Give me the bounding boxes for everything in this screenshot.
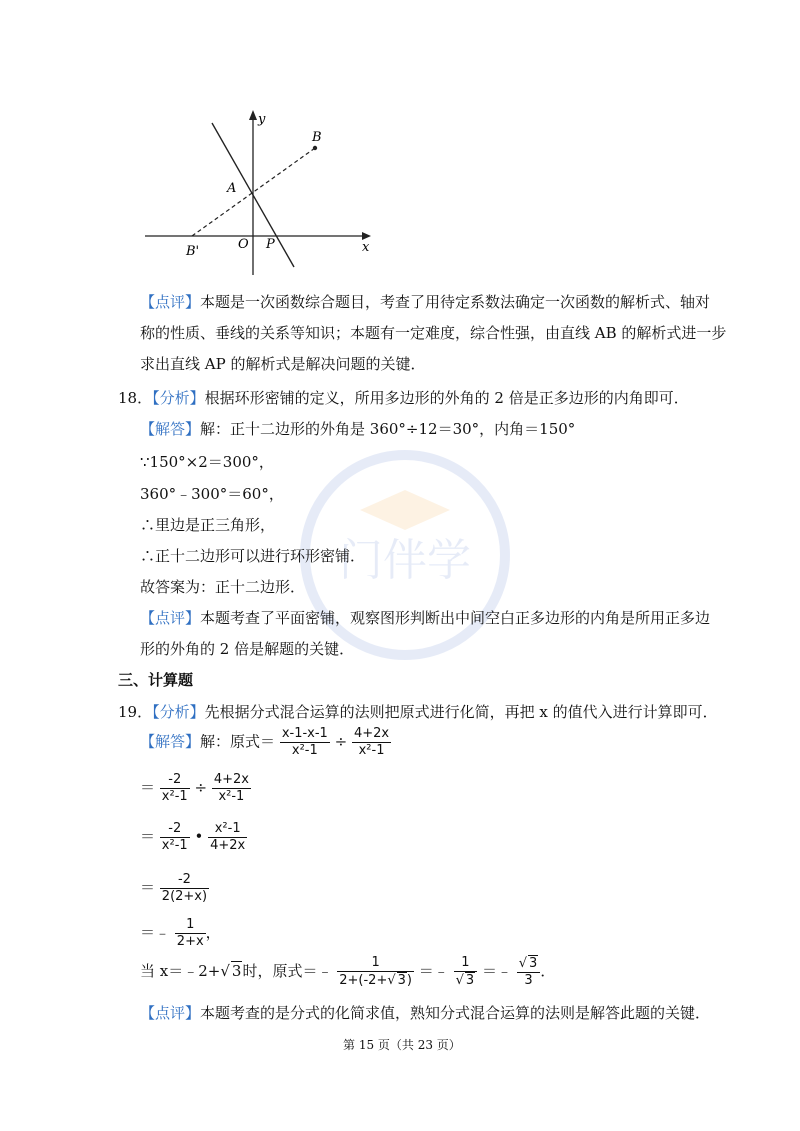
svg-text:B': B' (186, 244, 200, 259)
q19-step1: 【解答】解：原式＝ $\frac{x-1-x-1}{\text{x²-1}}$ ÷ $\frac{4+2x}{\text{x²-1}}$ (140, 726, 390, 758)
watermark-text: 门伴学 (339, 535, 471, 586)
fraction: $\frac{\text{x²-1}}{4+2x}$ (210, 821, 246, 853)
q18-answer: 【解答】解：正十二边形的外角是 360°÷12＝30°，内角＝150° (140, 420, 576, 438)
fraction: $\frac{1}{2+(-2+√ 3)}$ (339, 955, 412, 988)
fraction: $\frac{-2}{\text{x²-1}}$ (161, 772, 188, 804)
q18-comment-line2: 形的外角的 2 倍是解题的关键． (140, 640, 355, 658)
q19-step4: ＝ $\frac{-2}{2(2+x)}$ (140, 872, 208, 904)
svg-text:y: y (258, 112, 266, 127)
svg-text:O: O (238, 237, 249, 252)
q17-comment-line1: 【点评】本题是一次函数综合题目，考查了用待定系数法确定一次函数的解析式、轴对 (140, 293, 711, 311)
q17-comment-line2: 称的性质、垂线的关系等知识；本题有一定难度，综合性强，由直线 AB 的解析式进一步 (140, 324, 727, 342)
fraction: $\frac{1}{√ 3}$ (454, 955, 478, 989)
q18-step4: ∴正十二边形可以进行环形密铺． (140, 547, 366, 565)
q19-evaluate: 当 x＝﹣2+√ 3时，原式＝﹣ $\frac{1}{2+(-2+√ 3)}$ ＝﹣ $\frac{1}{√ 3}$ ＝﹣ $\frac{√ 3}{3}$ ． (140, 955, 556, 988)
fraction: $\frac{4+2x}{\text{x²-1}}$ (353, 726, 390, 758)
fraction: $\frac{√ 3}{3}$ (517, 955, 541, 989)
page-footer: 第 15 页（共 23 页） (343, 1038, 461, 1052)
svg-text:B: B (312, 130, 322, 145)
q18-analysis: 18．【分析】根据环形密铺的定义，所用多边形的外角的 2 倍是正多边形的内角即可． (118, 389, 689, 407)
svg-text:P: P (266, 237, 275, 252)
coordinate-figure (140, 105, 380, 280)
q19-step3: ＝ $\frac{-2}{\text{x²-1}}$ • $\frac{\text{x²-1}}{4+2x}$ (140, 821, 246, 853)
fraction: $\frac{-2}{\text{x²-1}}$ (161, 821, 188, 853)
q18-step5: 故答案为：正十二边形． (140, 578, 306, 596)
q18-comment-line1: 【点评】本题考查了平面密铺，观察图形判断出中间空白正多边形的内角是所用正多边 (140, 609, 711, 627)
q17-comment-line3: 求出直线 AP 的解析式是解决问题的关键． (140, 355, 426, 373)
q18-step2: 360°﹣300°＝60°， (140, 485, 284, 503)
svg-text:A: A (227, 181, 237, 196)
section-title: 三、计算题 (118, 671, 194, 689)
fraction: $\frac{x-1-x-1}{\text{x²-1}}$ (281, 726, 328, 758)
q19-step2: ＝ $\frac{-2}{\text{x²-1}}$ ÷ $\frac{4+2x}{\text{x²-1}}$ (140, 772, 249, 804)
fraction: $\frac{4+2x}{\text{x²-1}}$ (213, 772, 249, 804)
q18-step1: ∵150°×2＝300°， (140, 453, 274, 471)
q19-analysis: 19．【分析】先根据分式混合运算的法则把原式进行化简，再把 x 的值代入进行计算即可． (118, 703, 718, 721)
q18-step3: ∴里边是正三角形， (140, 516, 276, 534)
q19-step5: ＝﹣ $\frac{1}{2+x}$ ， (140, 917, 221, 949)
q19-comment: 【点评】本题考查的是分式的化简求值，熟知分式混合运算的法则是解答此题的关键． (140, 1004, 711, 1022)
svg-text:x: x (362, 240, 370, 255)
fraction: $\frac{-2}{2(2+x)}$ (161, 872, 208, 904)
comment-tag: 【点评】 (140, 293, 201, 311)
fraction: $\frac{1}{2+x}$ (176, 917, 204, 949)
